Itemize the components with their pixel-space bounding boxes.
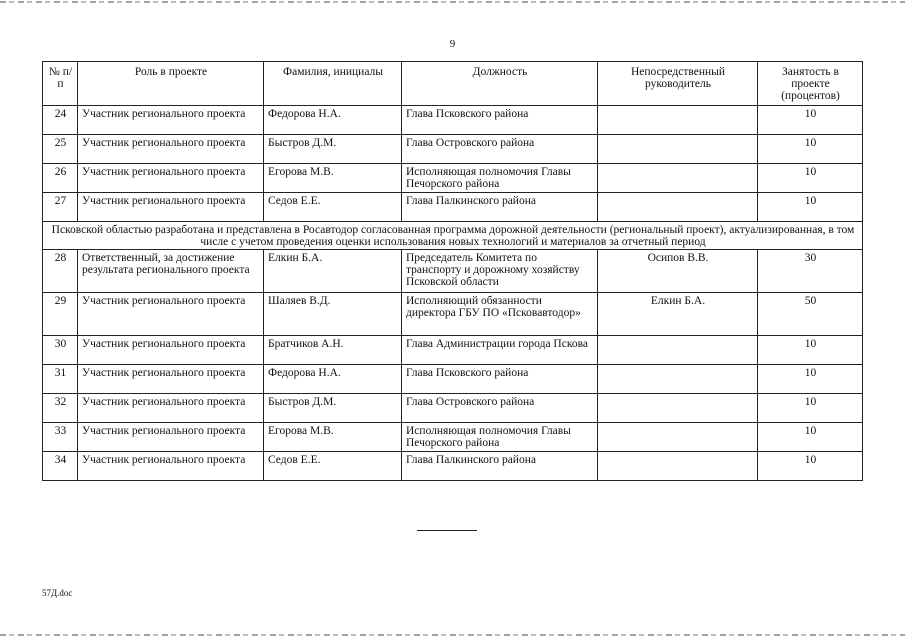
cell-name: Егорова М.В. — [264, 164, 402, 193]
cell-role: Участник регионального проекта — [78, 106, 264, 135]
cell-num: 30 — [43, 336, 78, 365]
cell-position: Исполняющая полномочия Главы Печорского района — [402, 423, 598, 452]
footer-filename: 57Д.doc — [42, 588, 73, 598]
cell-employment: 10 — [758, 106, 863, 135]
header-employment: Занятость в проекте (процентов) — [758, 62, 863, 106]
table-row — [43, 164, 863, 193]
cell-supervisor — [598, 423, 758, 452]
cell-position: Глава Администрации города Пскова — [402, 336, 598, 365]
cell-role: Ответственный, за достижение результата регионального проекта — [78, 250, 264, 293]
cell-name: Седов Е.Е. — [264, 452, 402, 481]
cell-num: 25 — [43, 135, 78, 164]
cell-name: Федорова Н.А. — [264, 365, 402, 394]
cell-supervisor — [598, 164, 758, 193]
cell-position: Исполняющая полномочия Главы Печорского района — [402, 164, 598, 193]
header-supervisor: Непосредственный руководитель — [598, 62, 758, 106]
cell-name: Егорова М.В. — [264, 423, 402, 452]
cell-employment: 10 — [758, 423, 863, 452]
table-body-part-2 — [43, 250, 863, 481]
cell-role: Участник регионального проекта — [78, 336, 264, 365]
header-role: Роль в проекте — [78, 62, 264, 106]
cell-num: 33 — [43, 423, 78, 452]
cell-role: Участник регионального проекта — [78, 193, 264, 222]
cell-role: Участник регионального проекта — [78, 423, 264, 452]
header-name: Фамилия, инициалы — [264, 62, 402, 106]
cell-position: Председатель Комитета по транспорту и дорожному хозяйству Псковской области — [402, 250, 598, 293]
table-row — [43, 193, 863, 222]
cell-role: Участник регионального проекта — [78, 452, 264, 481]
table-row — [43, 293, 863, 336]
table-row — [43, 106, 863, 135]
table-row — [43, 135, 863, 164]
cell-employment: 10 — [758, 135, 863, 164]
cell-name: Федорова Н.А. — [264, 106, 402, 135]
table-row — [43, 452, 863, 481]
cell-name: Елкин Б.А. — [264, 250, 402, 293]
cell-role: Участник регионального проекта — [78, 365, 264, 394]
cell-num: 27 — [43, 193, 78, 222]
cell-supervisor: Осипов В.В. — [598, 250, 758, 293]
cell-employment: 10 — [758, 193, 863, 222]
cell-employment: 10 — [758, 394, 863, 423]
header-position: Должность — [402, 62, 598, 106]
table-row — [43, 250, 863, 293]
cell-name: Седов Е.Е. — [264, 193, 402, 222]
scan-edge-bottom — [0, 634, 905, 636]
table-row — [43, 394, 863, 423]
cell-role: Участник регионального проекта — [78, 293, 264, 336]
cell-employment: 10 — [758, 452, 863, 481]
cell-supervisor — [598, 452, 758, 481]
cell-employment: 10 — [758, 365, 863, 394]
cell-position: Глава Псковского района — [402, 106, 598, 135]
cell-supervisor — [598, 394, 758, 423]
cell-supervisor — [598, 336, 758, 365]
cell-position: Глава Палкинского района — [402, 452, 598, 481]
cell-position: Глава Псковского района — [402, 365, 598, 394]
cell-name: Быстров Д.М. — [264, 135, 402, 164]
cell-num: 26 — [43, 164, 78, 193]
cell-supervisor — [598, 365, 758, 394]
cell-num: 24 — [43, 106, 78, 135]
cell-role: Участник регионального проекта — [78, 164, 264, 193]
cell-supervisor — [598, 193, 758, 222]
cell-employment: 30 — [758, 250, 863, 293]
cell-employment: 10 — [758, 336, 863, 365]
table-row — [43, 365, 863, 394]
end-divider-line — [417, 530, 477, 531]
cell-name: Братчиков А.Н. — [264, 336, 402, 365]
cell-employment: 50 — [758, 293, 863, 336]
cell-num: 31 — [43, 365, 78, 394]
cell-position: Глава Островского района — [402, 135, 598, 164]
table-body-part-1 — [43, 106, 863, 222]
cell-num: 32 — [43, 394, 78, 423]
cell-role: Участник регионального проекта — [78, 135, 264, 164]
cell-supervisor — [598, 135, 758, 164]
page-number: 9 — [449, 38, 456, 50]
section-row — [43, 222, 863, 250]
section-heading: Псковской областью разработана и представлена в Росавтодор согласованная программа дорожной деятельности (региональный проект), актуализированная, в том числе с учетом проведения оценки использования новых технологий и материалов за отчетный период — [43, 222, 863, 250]
cell-num: 29 — [43, 293, 78, 336]
table-section-block — [43, 222, 863, 250]
cell-position: Глава Палкинского района — [402, 193, 598, 222]
table-row — [43, 336, 863, 365]
scan-edge-top — [0, 1, 905, 3]
cell-employment: 10 — [758, 164, 863, 193]
cell-supervisor: Елкин Б.А. — [598, 293, 758, 336]
cell-num: 34 — [43, 452, 78, 481]
cell-name: Быстров Д.М. — [264, 394, 402, 423]
cell-supervisor — [598, 106, 758, 135]
table-header-row — [43, 62, 863, 106]
cell-num: 28 — [43, 250, 78, 293]
project-team-table — [42, 61, 863, 481]
table-row — [43, 423, 863, 452]
cell-role: Участник регионального проекта — [78, 394, 264, 423]
cell-position: Исполняющий обязанности директора ГБУ ПО «Псковавтодор» — [402, 293, 598, 336]
cell-position: Глава Островского района — [402, 394, 598, 423]
header-num: № п/п — [43, 62, 78, 106]
cell-name: Шаляев В.Д. — [264, 293, 402, 336]
